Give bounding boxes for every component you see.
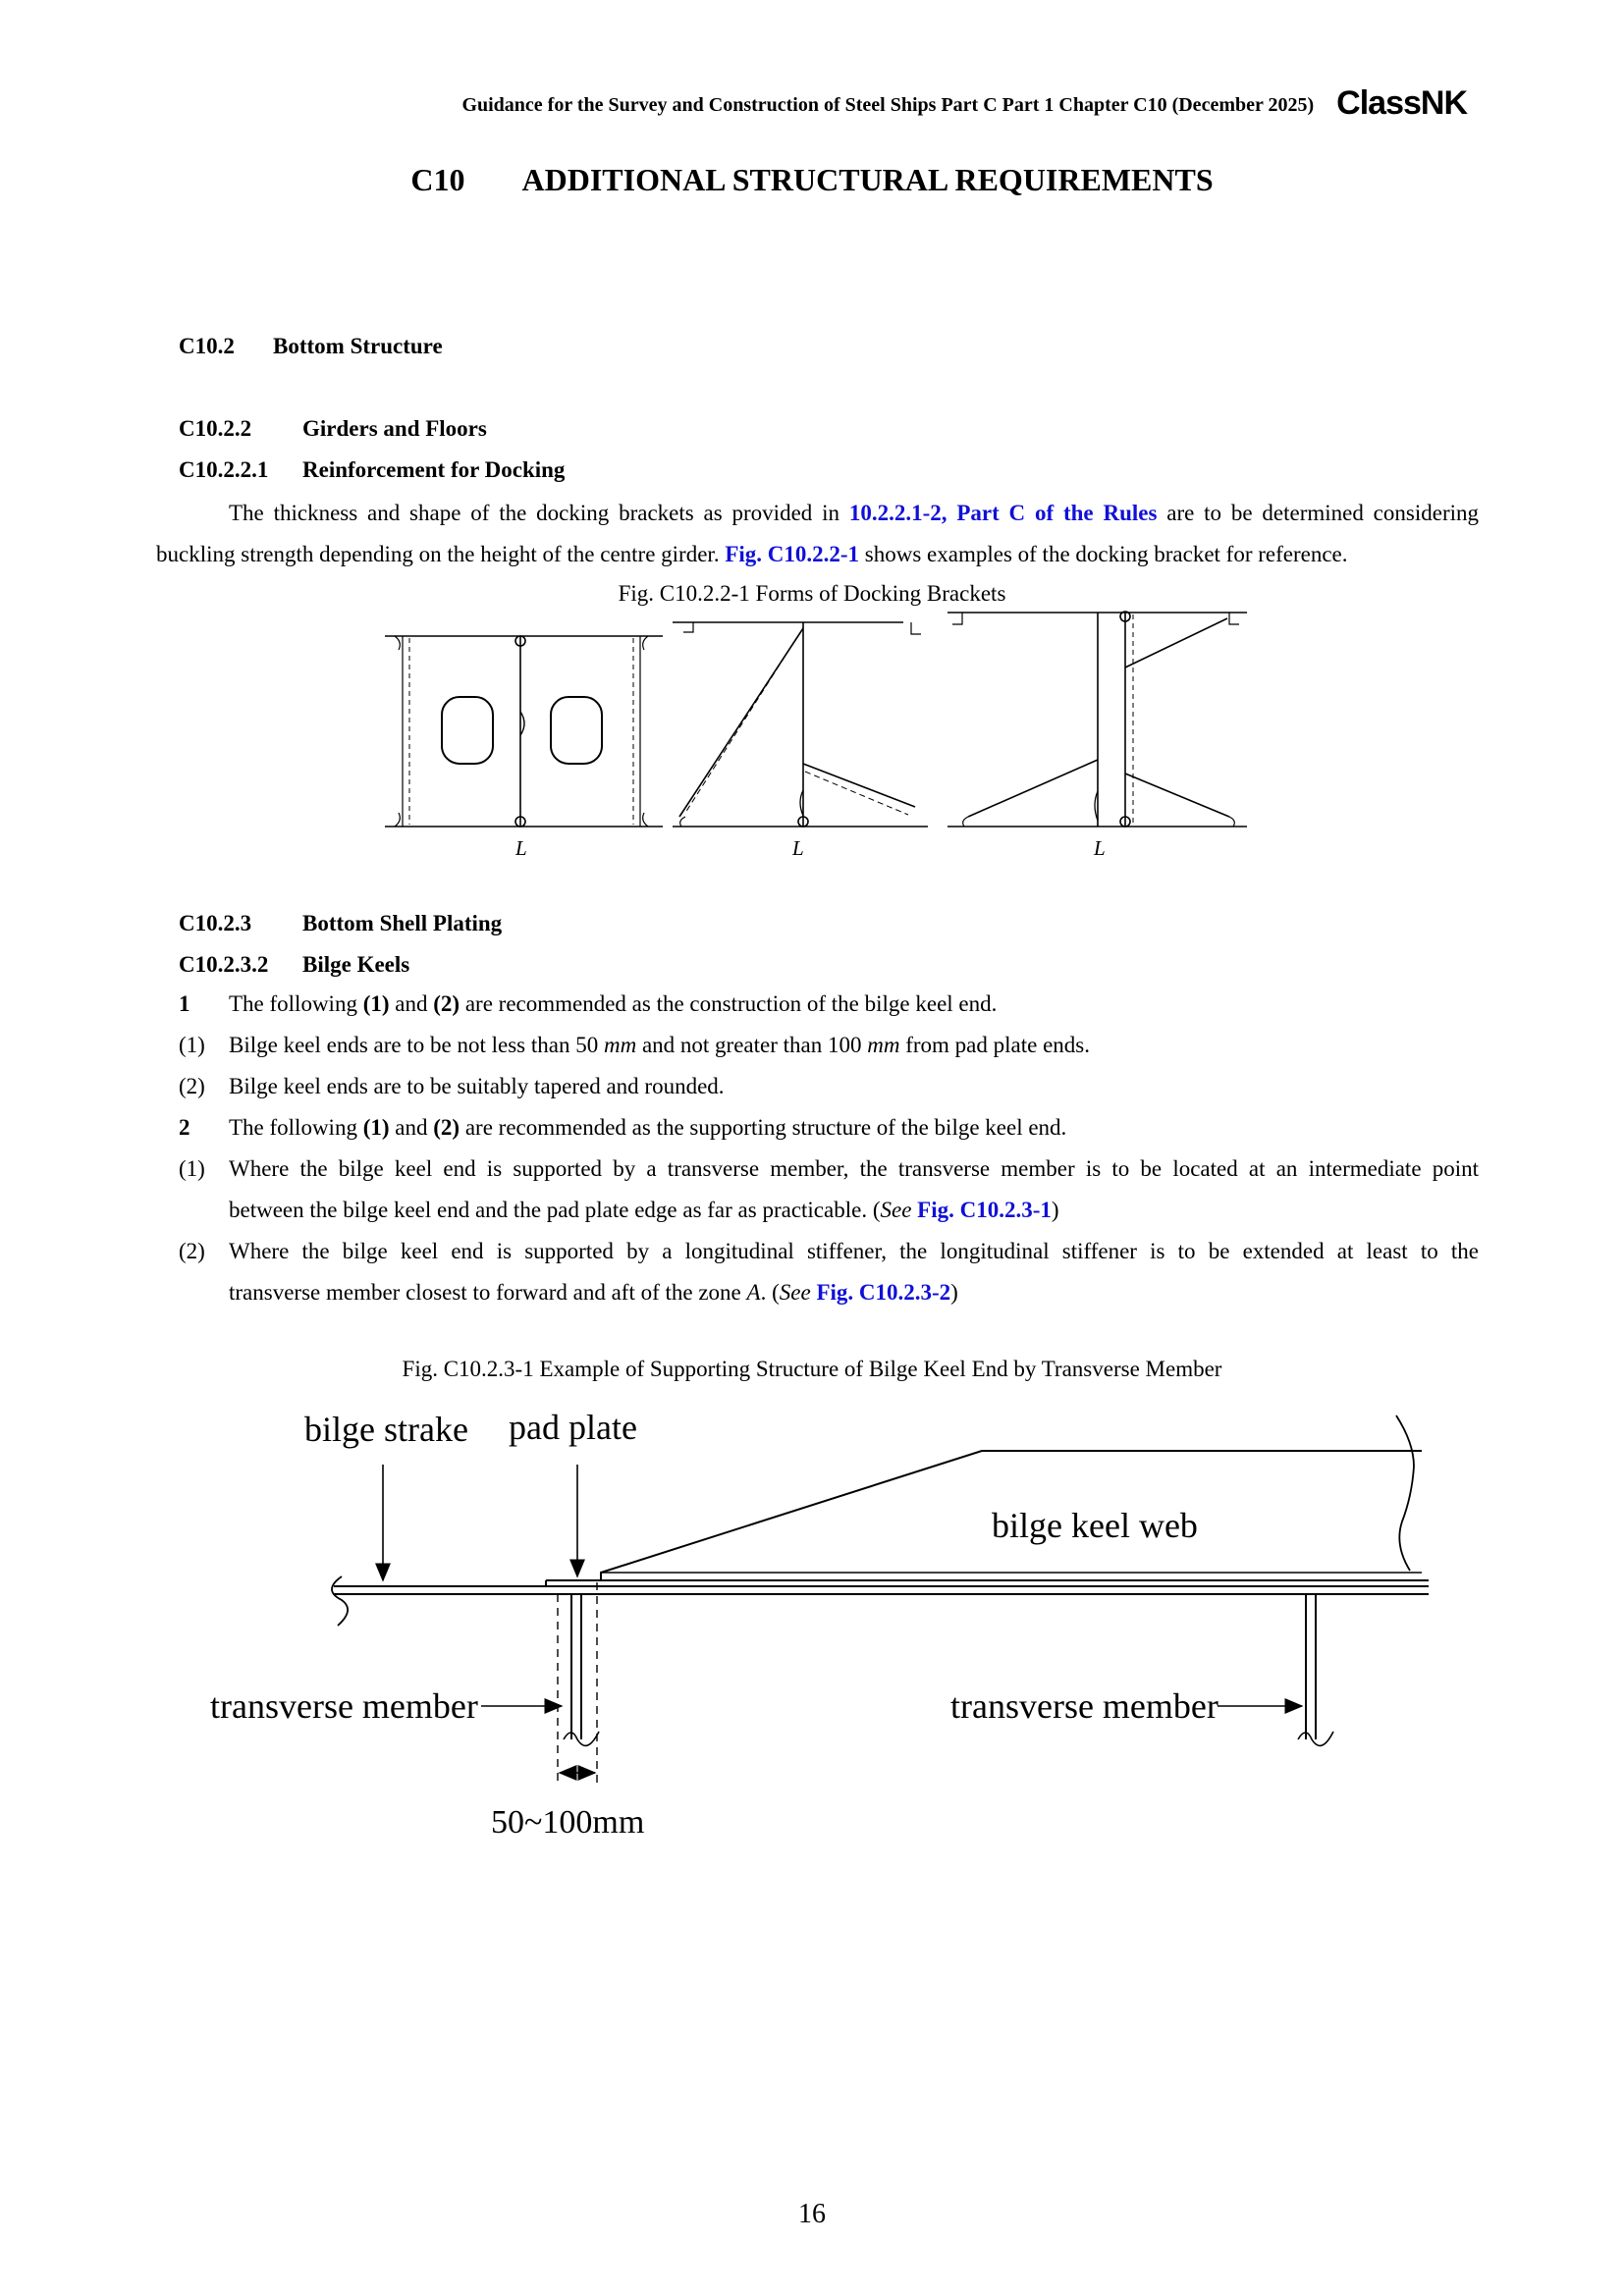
bilge-keel-figure bbox=[196, 1394, 1453, 1845]
docking-brackets-figure bbox=[373, 599, 1257, 874]
page-number: 16 bbox=[798, 2199, 826, 2229]
figure-label-l: L bbox=[515, 836, 527, 860]
figure-label-l: L bbox=[792, 836, 804, 860]
dimension-label: 50~100mm bbox=[491, 1804, 645, 1841]
subsection-heading bbox=[179, 416, 487, 442]
section-title: Bottom Structure bbox=[273, 334, 443, 358]
figure-reference-link[interactable]: Fig. C10.2.2-1 bbox=[725, 542, 860, 566]
figure-label-l: L bbox=[1094, 836, 1106, 860]
chapter-title bbox=[0, 162, 1624, 198]
subsubsection-title: Bilge Keels bbox=[302, 952, 410, 977]
running-title: Guidance for the Survey and Construction of Steel Ships Part C Part 1 Chapter C10 (December 2025) bbox=[461, 94, 1315, 116]
chapter-number: C10 bbox=[410, 162, 465, 197]
running-header bbox=[190, 84, 1467, 123]
list-item: (1) Where the bilge keel end is supported by a transverse member, the transverse member is to be located at an intermediate point between the bilge keel end and the pad plate edge as far as practicable. (See Fig. C10.2.3-1) bbox=[179, 1156, 1479, 1222]
subsubsection-heading bbox=[179, 457, 565, 483]
list-item: (2) Bilge keel ends are to be suitably tapered and rounded. bbox=[179, 1074, 725, 1098]
subsection-number: C10.2.3 bbox=[179, 911, 252, 935]
docking-bracket-form-3 bbox=[947, 612, 1247, 827]
docking-bracket-form-1 bbox=[385, 636, 663, 827]
subsection-title: Girders and Floors bbox=[302, 416, 487, 441]
list-item: (2) Where the bilge keel end is supported by a longitudinal stiffener, the longitudinal stiffener is to be extended at least to the transverse member closest to forward and aft of the zone A. (See Fig. C10.2.3-2) bbox=[179, 1239, 1479, 1305]
break-line bbox=[332, 1576, 348, 1626]
chapter-heading: ADDITIONAL STRUCTURAL REQUIREMENTS bbox=[521, 162, 1214, 197]
list-item: 2 The following (1) and (2) are recommended as the supporting structure of the bilge keel end. bbox=[179, 1115, 1067, 1140]
subsection-heading bbox=[179, 911, 502, 936]
section-heading bbox=[179, 334, 443, 359]
section-number: C10.2 bbox=[179, 334, 235, 358]
classnk-logo: ClassNK bbox=[1336, 84, 1467, 122]
rules-reference-link[interactable]: 10.2.2.1-2, Part C of the Rules bbox=[848, 501, 1158, 525]
subsection-number: C10.2.2 bbox=[179, 416, 252, 441]
pad-plate-label: pad plate bbox=[509, 1408, 637, 1447]
subsubsection-heading bbox=[179, 952, 409, 978]
transverse-member-label-left: transverse member bbox=[210, 1686, 478, 1726]
subsection-title: Bottom Shell Plating bbox=[302, 911, 503, 935]
figure-reference-link[interactable]: Fig. C10.2.3-1 bbox=[917, 1198, 1052, 1222]
docking-bracket-form-2 bbox=[673, 622, 928, 827]
figure-caption: Fig. C10.2.3-1 Example of Supporting Structure of Bilge Keel End by Transverse Member bbox=[402, 1357, 1222, 1381]
subsubsection-number: C10.2.2.1 bbox=[179, 457, 269, 482]
subsubsection-title: Reinforcement for Docking bbox=[302, 457, 566, 482]
bilge-strake-label: bilge strake bbox=[304, 1410, 468, 1449]
break-line bbox=[1396, 1415, 1414, 1571]
figure-reference-link[interactable]: Fig. C10.2.3-2 bbox=[816, 1280, 951, 1305]
figure-caption: Fig. C10.2.2-1 Forms of Docking Brackets bbox=[618, 581, 1006, 606]
bilge-keel-web-label: bilge keel web bbox=[992, 1506, 1198, 1545]
list-item: 1 The following (1) and (2) are recommended as the construction of the bilge keel end. bbox=[179, 991, 998, 1016]
docking-paragraph: The thickness and shape of the docking brackets as provided in 10.2.2.1-2, Part C of the Rules are to be determined considering buckling strength depending on the height of the centre girder. Fig. C10.2.2-1 shows examples of the docking bracket for reference. bbox=[156, 501, 1479, 566]
list-item: (1) Bilge keel ends are to be not less than 50 mm and not greater than 100 mm from pad plate ends. bbox=[179, 1033, 1090, 1057]
subsubsection-number: C10.2.3.2 bbox=[179, 952, 269, 977]
transverse-member-label-right: transverse member bbox=[950, 1686, 1218, 1726]
